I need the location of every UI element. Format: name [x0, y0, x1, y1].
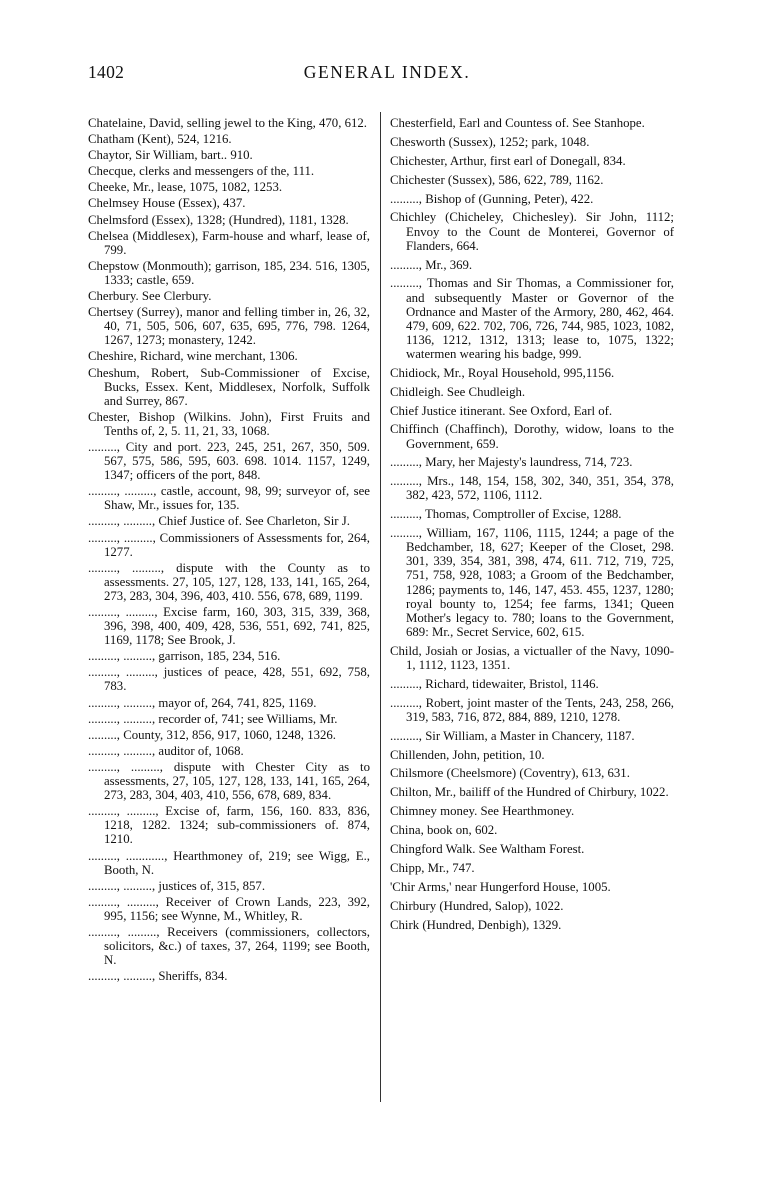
index-entry: ........., ........., justices of, 315, 857. [88, 878, 266, 893]
index-entry: Cheshum, Robert, Sub-Commissioner of Excise, Bucks, Essex. Kent, Middlesex, Norfolk, Suffolk and Surrey, 867. [88, 365, 370, 408]
index-entry: Cheeke, Mr., lease, 1075, 1082, 1253. [88, 180, 283, 195]
index-entry: Chesterfield, Earl and Countess of. See Stanhope. [390, 116, 645, 130]
index-entry: ........., Thomas and Sir Thomas, a Commissioner for, and subsequently Master or Governor of the Ordnance and Master of the Armory, 280, 462, 464. 479, 609, 622. 702, 706, 726, 744, 985, 1023, 1082, 1136, 1212, 1312, 1313; lease to, 1075, 1322; watermen wearing his badge, 999. [390, 276, 674, 361]
index-entry: Chidiock, Mr., Royal Household, 995,1156. [390, 365, 615, 380]
index-entry: ........., County, 312, 856, 917, 1060, 1248, 1326. [88, 727, 337, 742]
index-entry: Chirbury (Hundred, Salop), 1022. [390, 898, 564, 913]
index-entry: Chilsmore (Cheelsmore) (Coventry), 613, 631. [390, 766, 630, 781]
index-entry: ........., City and port. 223, 245, 251, 267, 350, 509. 567, 575, 586, 595, 603. 698. 1014. 1157, 1249, 1347; officers of the port, 848. [88, 439, 370, 483]
index-entry: Chirk (Hundred, Denbigh), 1329. [390, 917, 562, 932]
index-entry: ........., ........., castle, account, 98, 99; surveyor of, see Shaw, Mr., issues for, 135. [88, 484, 370, 513]
index-entry: ........., ........., justices of peace, 428, 551, 692, 758, 783. [88, 665, 370, 694]
index-entry: ........., ........., mayor of, 264, 741, 825, 1169. [88, 695, 317, 710]
running-title: GENERAL INDEX. [303, 62, 471, 82]
index-entry: Chester, Bishop (Wilkins. John), First Fruits and Tenths of, 2, 5. 11, 21, 33, 1068. [88, 409, 370, 438]
index-entry: Cherbury. See Clerbury. [88, 289, 212, 304]
index-entry: ........., Mr., 369. [390, 257, 473, 272]
index-entry: ........., Mary, her Majesty's laundress, 714, 723. [390, 455, 633, 470]
index-entry: Chichester, Arthur, first earl of Donegall, 834. [390, 153, 626, 168]
index-entry: Chiffinch (Chaffinch), Dorothy, widow, loans to the Government, 659. [390, 422, 674, 451]
index-entry: Cheshire, Richard, wine merchant, 1306. [88, 349, 298, 364]
index-entry: ........., Thomas, Comptroller of Excise, 1288. [390, 507, 622, 522]
index-entry: Chief Justice itinerant. See Oxford, Earl of. [390, 403, 613, 418]
index-entry: Chidleigh. See Chudleigh. [390, 384, 526, 399]
index-entry: ........., ........., Sheriffs, 834. [88, 969, 228, 984]
index-entry: ........., ........., Excise of, farm, 156, 160. 833, 836, 1218, 1282. 1324; sub-commissioners of. 874, 1210. [88, 804, 370, 847]
index-entry: Chelsea (Middlesex), Farm-house and wharf, lease of, 799. [88, 228, 370, 257]
index-entry: Chipp, Mr., 747. [390, 860, 475, 875]
index-entry: ........., ........., Receiver of Crown Lands, 223, 392, 995, 1156; see Wynne, M., Whitley, R. [88, 894, 370, 923]
index-entry: Chatham (Kent), 524, 1216. [88, 132, 232, 147]
index-entry: ........., Richard, tidewaiter, Bristol, 1146. [390, 676, 599, 691]
index-entry: ........., ........., dispute with the County as to assessments. 27, 105, 127, 128, 133, 141, 165, 264, 273, 283, 304, 396, 403, 410. 556, 678, 689, 1199. [88, 560, 370, 603]
index-entry: ........., ........., recorder of, 741; see Williams, Mr. [88, 711, 338, 726]
index-entry: ........., ........., Chief Justice of. See Charleton, Sir J. [88, 514, 350, 529]
index-entry: Chelmsey House (Essex), 437. [88, 196, 246, 211]
column-divider [380, 112, 381, 1102]
index-entry: ........., ........., auditor of, 1068. [88, 743, 244, 758]
index-entry: Chichley (Chicheley, Chichesley). Sir John, 1112; Envoy to the Count de Monterei, Governor of Flanders, 664. [390, 210, 674, 253]
index-entry: Chepstow (Monmouth); garrison, 185, 234. 516, 1305, 1333; castle, 659. [88, 258, 370, 287]
index-entry: Chatelaine, David, selling jewel to the King, 470, 612. [88, 116, 367, 130]
index-entry: Chillenden, John, petition, 10. [390, 747, 545, 762]
index-entry: China, book on, 602. [390, 823, 498, 838]
index-entry: ........., ........., dispute with Chester City as to assessments, 27, 105, 127, 128, 133, 141, 165, 264, 273, 283, 304, 403, 410, 556, 678, 689, 834. [88, 759, 370, 803]
index-entry: ........., Robert, joint master of the Tents, 243, 258, 266, 319, 583, 716, 872, 884, 889, 1210, 1278. [390, 695, 674, 724]
index-entry: ........., ........., Receivers (commissioners, collectors, solicitors, &c.) of taxes, 37, 264, 1199; see Booth, N. [88, 924, 370, 968]
index-entry: ........., Bishop of (Gunning, Peter), 422. [390, 191, 594, 206]
index-entry: ........., ........., Commissioners of Assessments for, 264, 1277. [88, 530, 370, 559]
index-entry: Chesworth (Sussex), 1252; park, 1048. [390, 134, 590, 149]
page-header [88, 62, 686, 84]
index-entry: ........., ............, Hearthmoney of, 219; see Wigg, E., Booth, N. [88, 848, 370, 877]
index-entry: Chilton, Mr., bailiff of the Hundred of Chirbury, 1022. [390, 785, 669, 800]
index-entry: Chertsey (Surrey), manor and felling timber in, 26, 32, 40, 71, 505, 506, 607, 635, 695, 776, 798. 1264, 1267, 1273; monastery, 1242. [88, 305, 370, 348]
index-entry: ........., ........., Excise farm, 160, 303, 315, 339, 368, 396, 398, 400, 409, 428, 536, 551, 692, 741, 825, 1169, 1178; See Brook, J. [88, 605, 370, 648]
index-entry: Chichester (Sussex), 586, 622, 789, 1162. [390, 172, 604, 187]
index-entry: Chingford Walk. See Waltham Forest. [390, 841, 585, 856]
index-entry: Checque, clerks and messengers of the, 111. [88, 164, 315, 179]
right-column [390, 116, 674, 936]
index-entry: Chelmsford (Essex), 1328; (Hundred), 1181, 1328. [88, 212, 349, 227]
left-column [88, 116, 370, 985]
index-entry: Chimney money. See Hearthmoney. [390, 804, 575, 819]
index-entry: ........., ........., garrison, 185, 234, 516. [88, 649, 281, 664]
index-entry: ........., William, 167, 1106, 1115, 1244; a page of the Bedchamber, 18, 627; Keeper of the Closet, 298. 301, 339, 354, 381, 398, 474, 611. 712, 719, 725, 751, 758, 928, 1083; a Groom of the Bedchamber, 1286; payments to, 146, 147, 453. 455, 1237, 1280; royal bounty to, 1254; fee farms, 1341; Queen Mother's legacy to. 780; loans to the Government, 689: Mr., Secret Service, 602, 615. [390, 526, 674, 639]
index-entry: ........., Mrs., 148, 154, 158, 302, 340, 351, 354, 378, 382, 423, 572, 1106, 1112. [390, 474, 674, 503]
index-entry: 'Chir Arms,' near Hungerford House, 1005. [390, 879, 611, 894]
index-entry: Chaytor, Sir William, bart.. 910. [88, 148, 253, 163]
index-entry: Child, Josiah or Josias, a victualler of the Navy, 1090-1, 1112, 1123, 1351. [390, 643, 674, 672]
page-number: 1402 [88, 62, 125, 82]
index-entry: ........., Sir William, a Master in Chancery, 1187. [390, 728, 635, 743]
